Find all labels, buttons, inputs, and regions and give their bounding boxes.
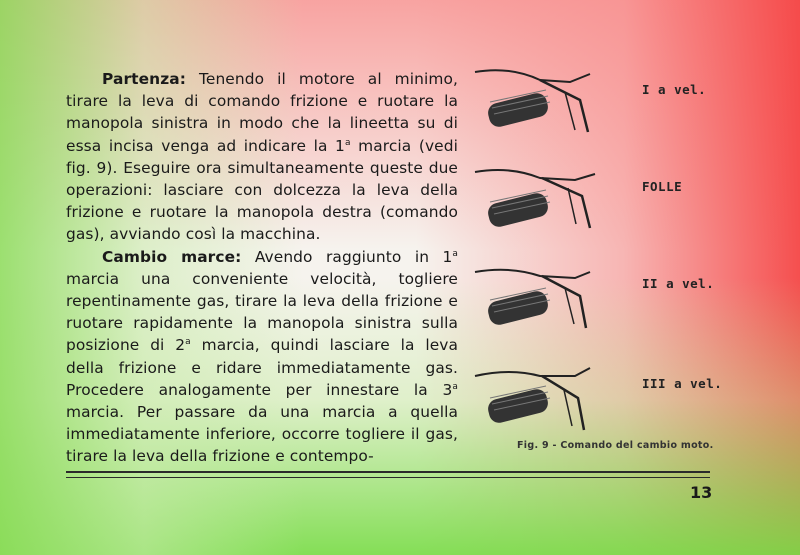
paragraph-text: Avendo raggiunto in 1	[254, 247, 453, 266]
body-text	[66, 68, 458, 468]
figure-gear-shift	[470, 60, 730, 460]
paragraph-text: Tenendo il motore al minimo, tirare la leva di comando frizione e ruotare la manopola sinistra in modo che la lineetta su di essa incisa venga ad indicare la 1	[66, 70, 458, 155]
divider-rule	[66, 477, 710, 478]
heading-cambio-marce: Cambio marce:	[102, 247, 242, 266]
superscript: a	[452, 248, 458, 259]
superscript: a	[344, 137, 351, 148]
heading-partenza: Partenza:	[102, 70, 186, 88]
gear-label-third: III a vel.	[642, 376, 723, 391]
handlebar-lever-illustration	[470, 354, 630, 444]
superscript: a	[452, 381, 458, 392]
gear-label-second: II a vel.	[642, 276, 715, 291]
divider-rule	[66, 471, 710, 473]
page-number: 13	[690, 483, 713, 502]
handlebar-lever-illustration	[470, 254, 630, 344]
paragraph-cambio-marce	[66, 246, 458, 468]
gear-label-neutral: FOLLE	[642, 179, 683, 194]
paragraph-text: marcia una conveniente velocità, togliere repentinamente gas, tirare la leva della frizione e ruotare rapidamente la manopola sinistra sulla posizione di 2	[66, 269, 458, 355]
paragraph-partenza	[66, 68, 458, 246]
handlebar-lever-illustration	[470, 158, 630, 248]
paragraph-text: marcia. Per passare da una marcia a quella immediatamente inferiore, occorre togliere il gas, tirare la leva della frizione e contempo-	[66, 403, 458, 466]
gear-label-first: I a vel.	[642, 82, 707, 97]
handlebar-lever-illustration	[470, 60, 630, 150]
figure-caption: Fig. 9 - Comando del cambio moto.	[517, 440, 714, 451]
paragraph-text: marcia, quindi lasciare la leva della frizione e ridare immediatamente gas. Procedere analogamente per innestare la 3	[66, 336, 459, 399]
paragraph-text: marcia (vedi fig. 9). Eseguire ora simultaneamente queste due operazioni: lasciare con dolcezza la leva della frizione e ruotare la manopola destra (comando gas), avviando così la macchina.	[66, 136, 458, 244]
superscript: a	[185, 337, 191, 348]
